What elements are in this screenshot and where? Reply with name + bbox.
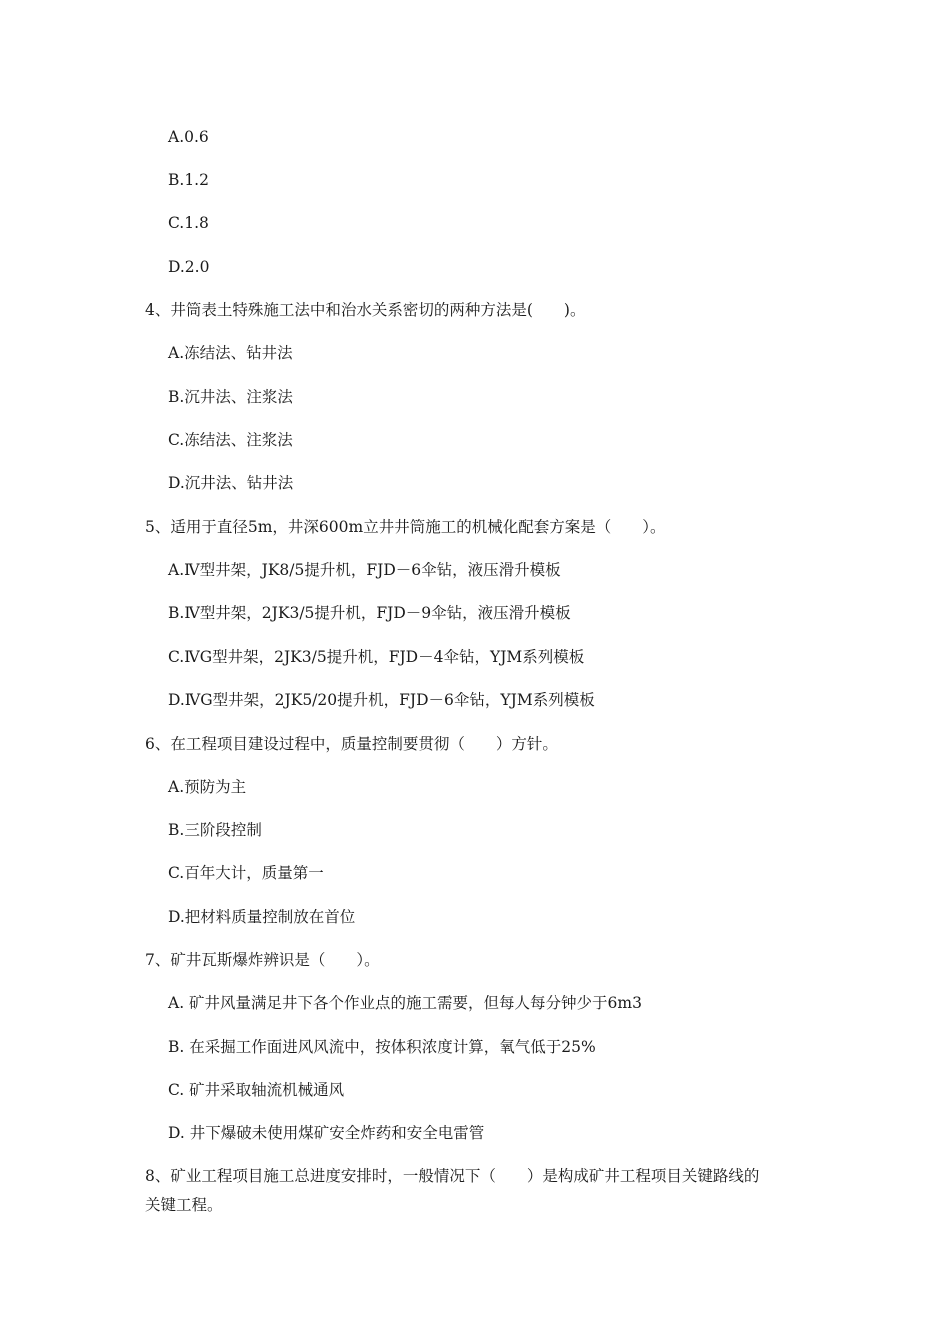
- q4-option-c: C.冻结法、注浆法: [168, 431, 293, 449]
- q4-option-b: B.沉井法、注浆法: [168, 388, 293, 406]
- q3-option-d: D.2.0: [168, 258, 210, 276]
- q5-option-c: C.ⅣG型井架，2JK3/5提升机，FJD－4伞钻，YJM系列模板: [168, 648, 585, 666]
- q7-option-d: D. 井下爆破未使用煤矿安全炸药和安全电雷管: [168, 1124, 485, 1142]
- question-8-stem-line1: 8、矿业工程项目施工总进度安排时，一般情况下（ ）是构成矿井工程项目关键路线的: [145, 1167, 760, 1185]
- q3-option-a: A.0.6: [168, 128, 209, 146]
- q7-option-b: B. 在采掘工作面进风风流中，按体积浓度计算，氧气低于25%: [168, 1038, 596, 1056]
- q7-option-c: C. 矿井采取轴流机械通风: [168, 1081, 345, 1099]
- question-6-stem: 6、在工程项目建设过程中，质量控制要贯彻（ ）方针。: [145, 735, 558, 753]
- question-7-stem: 7、矿井瓦斯爆炸辨识是（ ）。: [145, 951, 380, 969]
- q6-option-c: C.百年大计，质量第一: [168, 864, 324, 882]
- q6-option-d: D.把材料质量控制放在首位: [168, 908, 356, 926]
- q5-option-b: B.Ⅳ型井架，2JK3/5提升机，FJD－9伞钻，液压滑升模板: [168, 604, 571, 622]
- q6-option-a: A.预防为主: [168, 778, 247, 796]
- q3-option-c: C.1.8: [168, 214, 209, 232]
- question-8-stem-line2: 关键工程。: [145, 1196, 223, 1214]
- q5-option-a: A.Ⅳ型井架，JK8/5提升机，FJD－6伞钻，液压滑升模板: [168, 561, 561, 579]
- question-5-stem: 5、适用于直径5m，井深600m立井井筒施工的机械化配套方案是（ ）。: [145, 518, 666, 536]
- q5-option-d: D.ⅣG型井架，2JK5/20提升机，FJD－6伞钻，YJM系列模板: [168, 691, 595, 709]
- q4-option-d: D.沉井法、钻井法: [168, 474, 294, 492]
- q4-option-a: A.冻结法、钻井法: [168, 344, 293, 362]
- q3-option-b: B.1.2: [168, 171, 209, 189]
- q7-option-a: A. 矿井风量满足井下各个作业点的施工需要，但每人每分钟少于6m3: [168, 994, 642, 1012]
- question-4-stem: 4、井筒表土特殊施工法中和治水关系密切的两种方法是( )。: [145, 301, 586, 319]
- q6-option-b: B.三阶段控制: [168, 821, 262, 839]
